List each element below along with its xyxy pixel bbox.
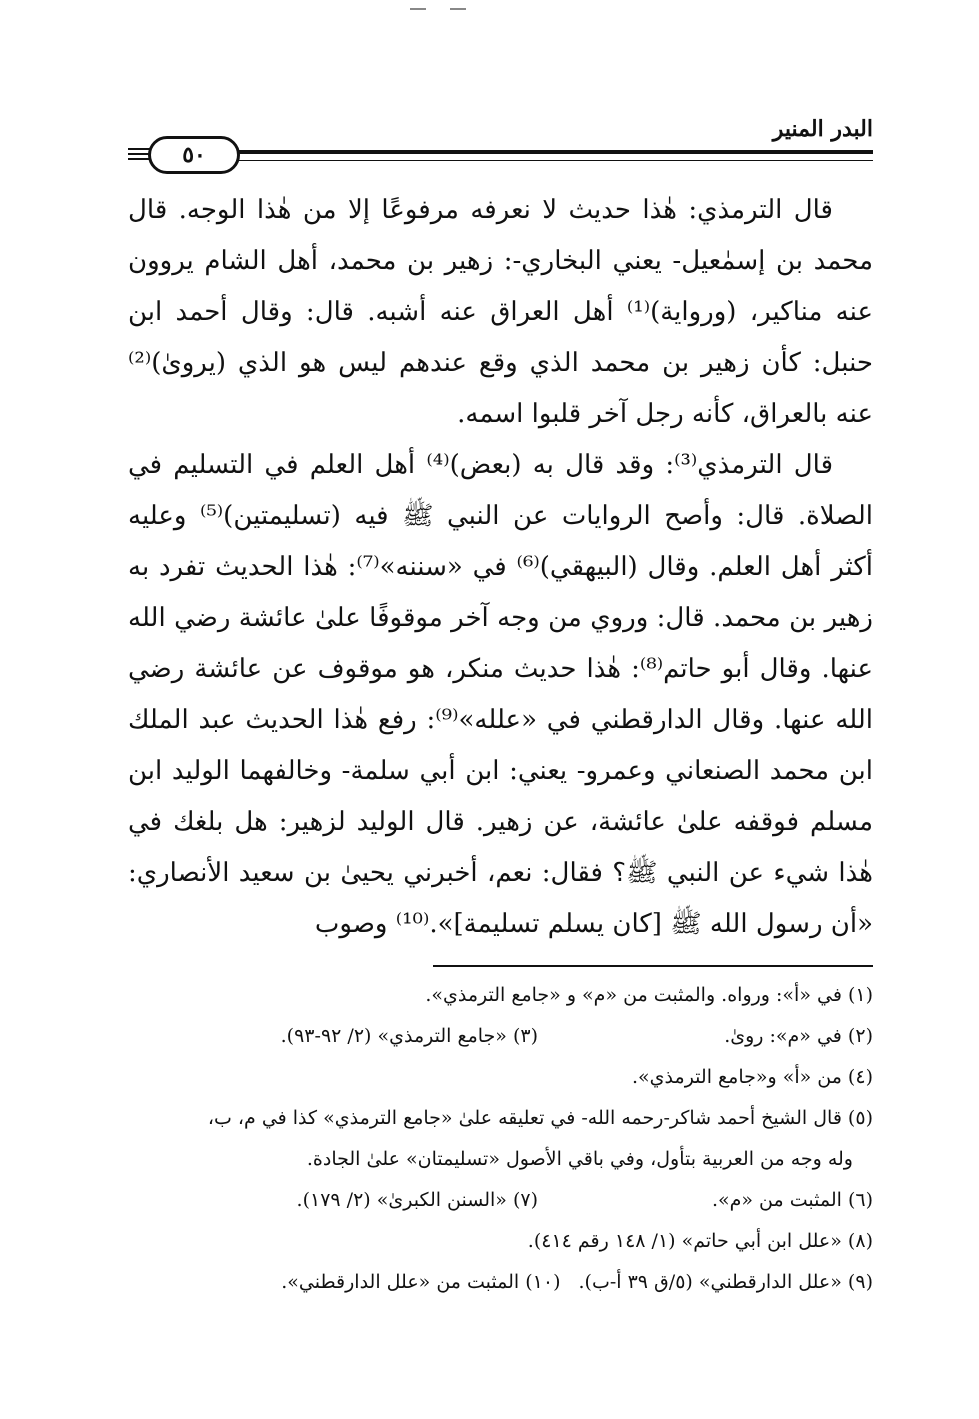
main-text <box>128 185 873 950</box>
running-title: البدر المنير <box>772 116 873 142</box>
paragraph-2: قال الترمذي⁽³⁾: وقد قال به (بعض)⁽⁴⁾ أهل العلم في التسليم في الصلاة. قال: وأصح الروايات عن النبي ﷺ فيه (تسليمتين)⁽⁵⁾ وعليه أكثر أهل العلم. وقال (البيهقي)⁽⁶⁾ في «سننه»⁽⁷⁾: هٰذا الحديث تفرد به زهير بن محمد. قال: وروي من وجه آخر موقوفًا علىٰ عائشة رضي الله عنها. وقال أبو حاتم⁽⁸⁾: هٰذا حديث منكر، هو موقوف عن عائشة رضي الله عنها. وقال الدارقطني في «علله»⁽⁹⁾: رفع هٰذا الحديث عبد الملك ابن محمد الصنعاني وعمرو- يعني: ابن أبي سلمة- وخالفهما الوليد ابن مسلم فوقفه علىٰ عائشة، عن زهير. قال الوليد لزهير: هل بلغك في هٰذا شيء عن النبي ﷺ؟ فقال: نعم، أخبرني يحيىٰ بن سعيد الأنصاري: «أن رسول الله ﷺ [كان يسلم تسليمة]».⁽¹⁰⁾ وصوب <box>128 450 874 939</box>
page-header <box>128 110 873 180</box>
footnote-5-line-1: (٥) قال الشيخ أحمد شاكر-رحمه الله- في تعليقه علىٰ «جامع الترمذي» كذا في م، ب، <box>207 1107 873 1129</box>
footnote-5-line-2: وله وجه من العربية بتأول، وفي باقي الأصول «تسليمتان» علىٰ الجادة. <box>306 1148 853 1170</box>
page-number: ٥٠ <box>182 142 206 168</box>
footnote-1: (١) في «أ»: ورواه. والمثبت من «م» و «جامع الترمذي». <box>425 984 873 1006</box>
top-edge-marks <box>410 8 480 12</box>
footnote-8: (٨) «علل ابن أبي حاتم» (١/ ١٤٨ رقم ٤١٤). <box>527 1230 873 1252</box>
footnotes <box>128 975 873 1303</box>
header-rule-thick <box>238 150 873 154</box>
footnote-row-9-10 <box>128 1262 873 1303</box>
footnote-4: (٤) من «أ» و«جامع الترمذي». <box>632 1066 873 1088</box>
footnote-6: (٦) المثبت من «م». <box>711 1189 873 1211</box>
footnote-10: (١٠) المثبت من «علل الدارقطني». <box>281 1271 561 1293</box>
footnote-separator <box>433 965 873 967</box>
paragraph-1: قال الترمذي: هٰذا حديث لا نعرفه مرفوعًا إلا من هٰذا الوجه. قال محمد بن إسمٰعيل- يعني البخاري-: زهير بن محمد، أهل الشام يروون عنه مناكير، (ورواية)⁽¹⁾ أهل العراق عنه أشبه. قال: وقال أحمد ابن حنبل: كأن زهير بن محمد الذي وقع عندهم ليس هو الذي (يروىٰ)⁽²⁾ عنه بالعراق، كأنه رجل آخر قلبوا اسمه. <box>128 195 873 429</box>
footnote-row-6-7 <box>128 1180 873 1221</box>
footnote-2: (٢) في «م»: روىٰ. <box>724 1025 873 1047</box>
footnote-3: (٣) «جامع الترمذي» (٢/ ٩٢-٩٣). <box>280 1025 538 1047</box>
page-number-badge <box>148 136 240 174</box>
footnote-9: (٩) «علل الدارقطني» (٥/ق ٣٩ أ-ب). <box>578 1271 873 1293</box>
header-rule-thin <box>238 160 873 161</box>
footnote-row-2-3 <box>128 1016 873 1057</box>
footnote-7: (٧) «السنن الكبرىٰ» (٢/ ١٧٩). <box>296 1189 538 1211</box>
